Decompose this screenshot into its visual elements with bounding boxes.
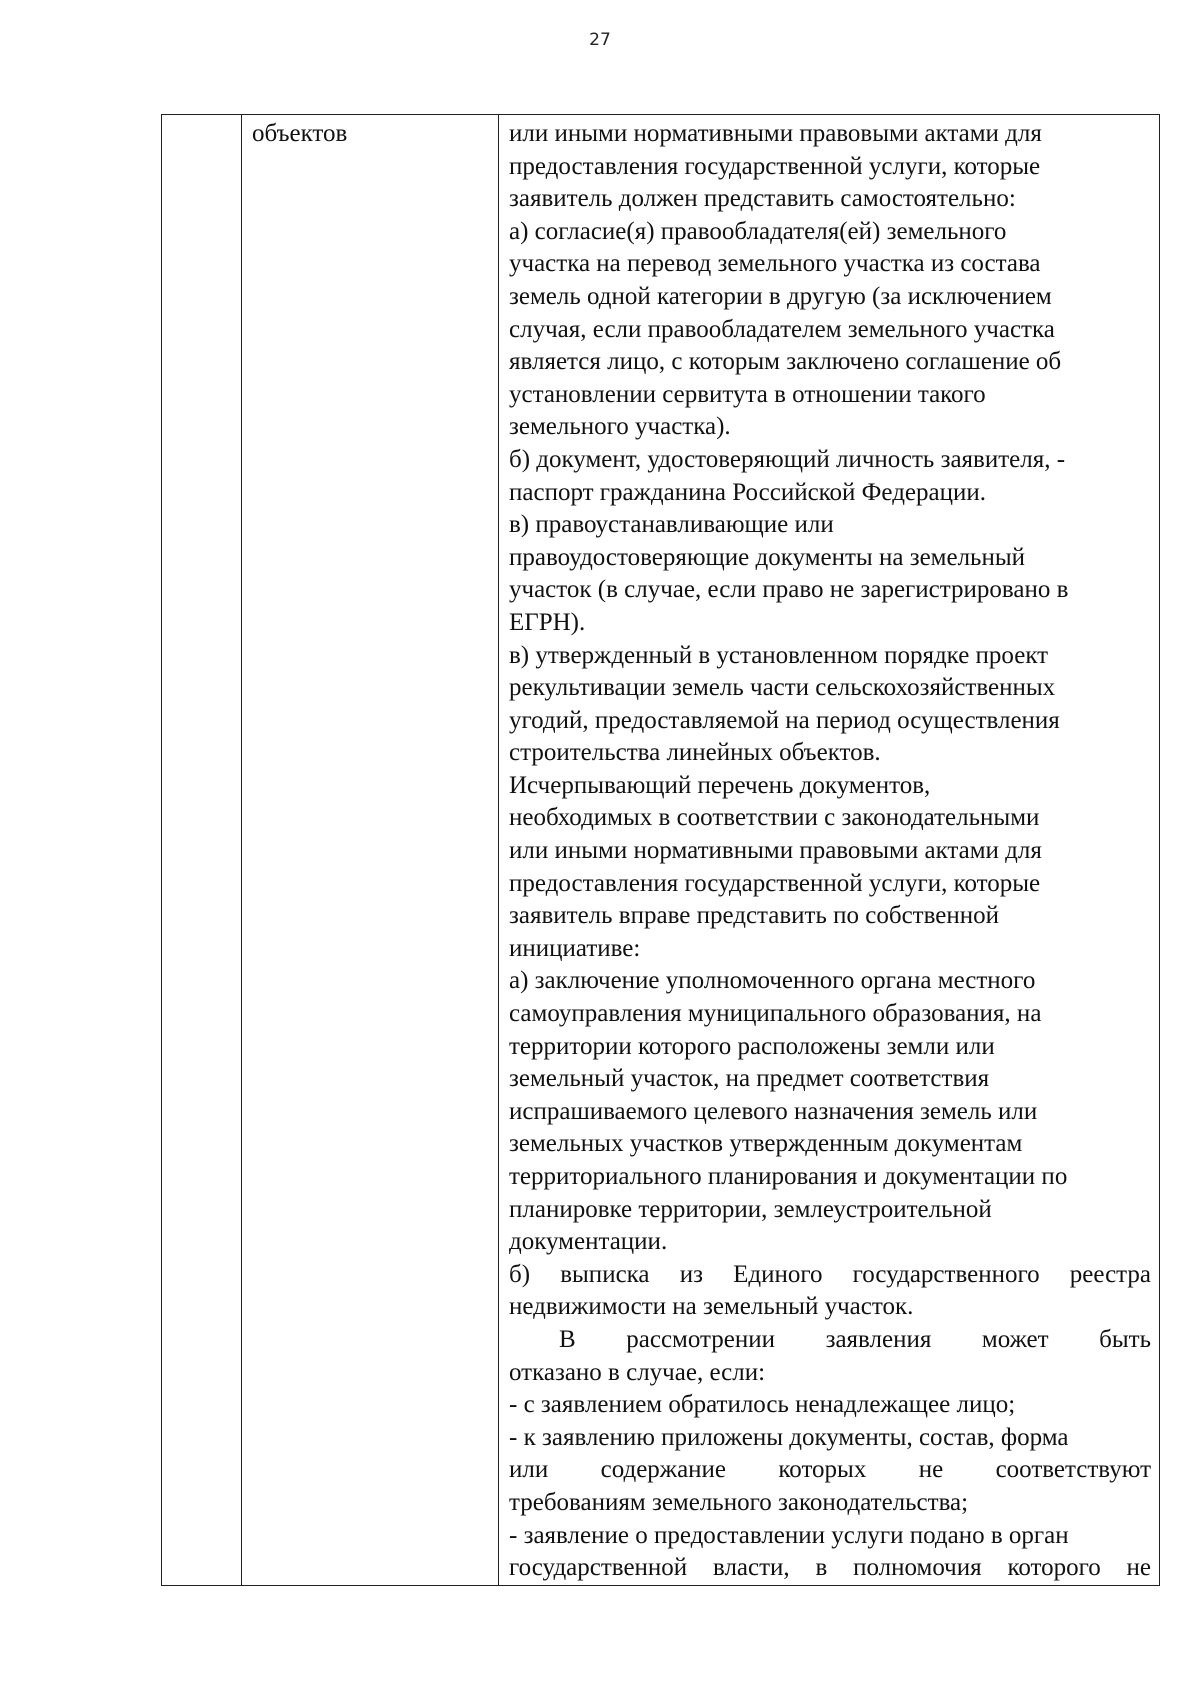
text-line: является лицо, с которым заключено соглашение об [509, 348, 1062, 376]
text-line: в) утвержденный в установленном порядке проект [509, 641, 1049, 669]
text-line: государственной власти, в полномочия которого не [509, 1554, 1151, 1582]
text-line: испрашиваемого целевого назначения земель или [509, 1097, 1038, 1125]
text-line: территориального планирования и документации по [509, 1163, 1068, 1190]
text-line: участка на перевод земельного участка из состава [509, 250, 1041, 278]
page-number: 27 [589, 30, 611, 50]
text-line: - к заявлению приложены документы, состав, форма [509, 1423, 1069, 1451]
text-line: предоставления государственной услуги, которые [509, 152, 1041, 180]
text-line: документации. [509, 1228, 668, 1256]
text-line: территории которого расположены земли или [509, 1032, 995, 1060]
name-cell [242, 115, 499, 1586]
text-line: земель одной категории в другую (за исключением [509, 282, 1052, 310]
text-line: - заявление о предоставлении услуги подано в орган [509, 1521, 1069, 1549]
name-cell-text: объектов [252, 120, 348, 147]
number-cell [162, 115, 242, 1586]
text-line: земельных участков утвержденным документам [509, 1130, 1023, 1158]
text-line: а) согласие(я) правообладателя(ей) земельного [509, 217, 1007, 245]
text-line: самоуправления муниципального образования, на [509, 1000, 1042, 1028]
text-line: - с заявлением обратилось ненадлежащее лицо; [509, 1391, 1016, 1419]
text-line: в) правоустанавливающие или [509, 511, 834, 539]
text-line: б) выписка из Единого государственного реестра [509, 1260, 1151, 1288]
text-line: б) документ, удостоверяющий личность заявителя, - [509, 445, 1066, 473]
description-cell [499, 115, 1160, 1586]
text-line: земельный участок, на предмет соответствия [509, 1065, 990, 1093]
text-line: паспорт гражданина Российской Федерации. [509, 478, 986, 506]
text-line: планировке территории, землеустроительной [509, 1195, 992, 1223]
text-line: недвижимости на земельный участок. [509, 1293, 914, 1321]
text-line: а) заключение уполномоченного органа местного [509, 967, 1036, 995]
text-line: инициативе: [509, 934, 641, 962]
text-line: В рассмотрении заявления может быть [559, 1325, 1151, 1353]
text-line: Исчерпывающий перечень документов, [509, 771, 931, 799]
text-line: заявитель должен представить самостоятельно: [509, 185, 1016, 213]
text-line: земельного участка). [509, 413, 731, 441]
text-line: установлении сервитута в отношении такого [509, 380, 986, 408]
text-line: строительства линейных объектов. [509, 739, 881, 767]
text-line: необходимых в соответствии с законодательными [509, 804, 1040, 832]
text-line: заявитель вправе представить по собственной [509, 902, 999, 930]
text-line: ЕГРН). [509, 608, 586, 636]
text-line: отказано в случае, если: [509, 1358, 766, 1386]
text-line: угодий, предоставляемой на период осуществления [509, 706, 1060, 734]
document-table [161, 114, 1160, 1586]
text-line: или иными нормативными правовыми актами для [509, 120, 1042, 147]
text-line: или содержание которых не соответствуют [509, 1456, 1151, 1484]
text-line: или иными нормативными правовыми актами для [509, 837, 1042, 865]
table-row [162, 115, 1160, 1586]
text-line: участок (в случае, если право не зарегистрировано в [509, 576, 1069, 604]
text-line: предоставления государственной услуги, которые [509, 869, 1041, 897]
text-line: требованиям земельного законодательства; [509, 1488, 969, 1516]
text-line: случая, если правообладателем земельного участка [509, 315, 1055, 343]
description-text [509, 118, 1151, 1585]
text-line: рекультивации земель части сельскохозяйственных [509, 674, 1056, 702]
text-line: правоудостоверяющие документы на земельный [509, 543, 1026, 571]
